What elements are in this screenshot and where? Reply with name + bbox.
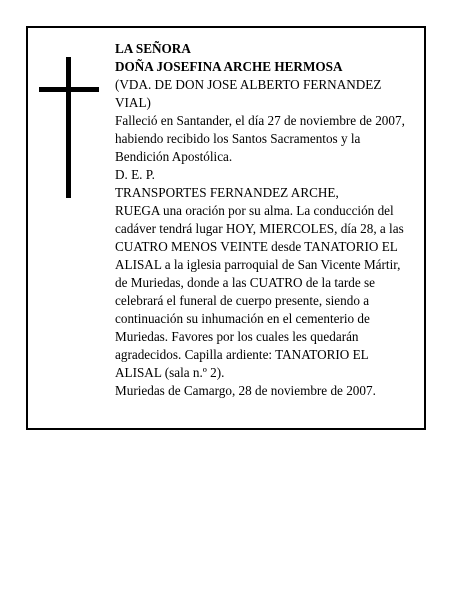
death-line-1: Falleció en Santander, el día 27 de noviembre de 2007,: [115, 113, 405, 128]
rip-text: D. E. P.: [115, 167, 155, 182]
widow-line-2: VIAL): [115, 95, 151, 110]
body-line-9: agradecidos. Capilla ardiente: TANATORIO EL: [115, 347, 369, 362]
widow-line-1: (VDA. DE DON JOSE ALBERTO FERNANDEZ: [115, 77, 382, 92]
body-line-8: Muriedas. Favores por los cuales les quedarán: [115, 329, 359, 344]
cross-icon: [39, 57, 99, 198]
body-line-1: RUEGA una oración por su alma. La conducción del: [115, 203, 394, 218]
cross-vertical-bar: [66, 57, 71, 198]
closing-place-date: Muriedas de Camargo, 28 de noviembre de 2007.: [115, 383, 376, 398]
body-line-4: ALISAL a la iglesia parroquial de San Vicente Mártir,: [115, 257, 401, 272]
death-line-2: habiendo recibido los Santos Sacramentos y la: [115, 131, 361, 146]
body-line-6: celebrará el funeral de cuerpo presente, siendo a: [115, 293, 370, 308]
body-line-2: cadáver tendrá lugar HOY, MIERCOLES, día 28, a las: [115, 221, 404, 236]
obituary-text: [115, 40, 419, 400]
body-line-7: continuación su inhumación en el cementerio de: [115, 311, 370, 326]
body-line-3: CUATRO MENOS VEINTE desde TANATORIO EL: [115, 239, 398, 254]
company-name: TRANSPORTES FERNANDEZ ARCHE,: [115, 185, 339, 200]
body-line-10: ALISAL (sala n.º 2).: [115, 365, 225, 380]
notice-title-line-1: LA SEÑORA: [115, 41, 191, 56]
death-line-3: Bendición Apostólica.: [115, 149, 233, 164]
cross-horizontal-bar: [39, 87, 99, 92]
notice-title-line-2: DOÑA JOSEFINA ARCHE HERMOSA: [115, 59, 343, 74]
obituary-notice: [26, 26, 426, 430]
body-line-5: de Muriedas, donde a las CUATRO de la tarde se: [115, 275, 376, 290]
